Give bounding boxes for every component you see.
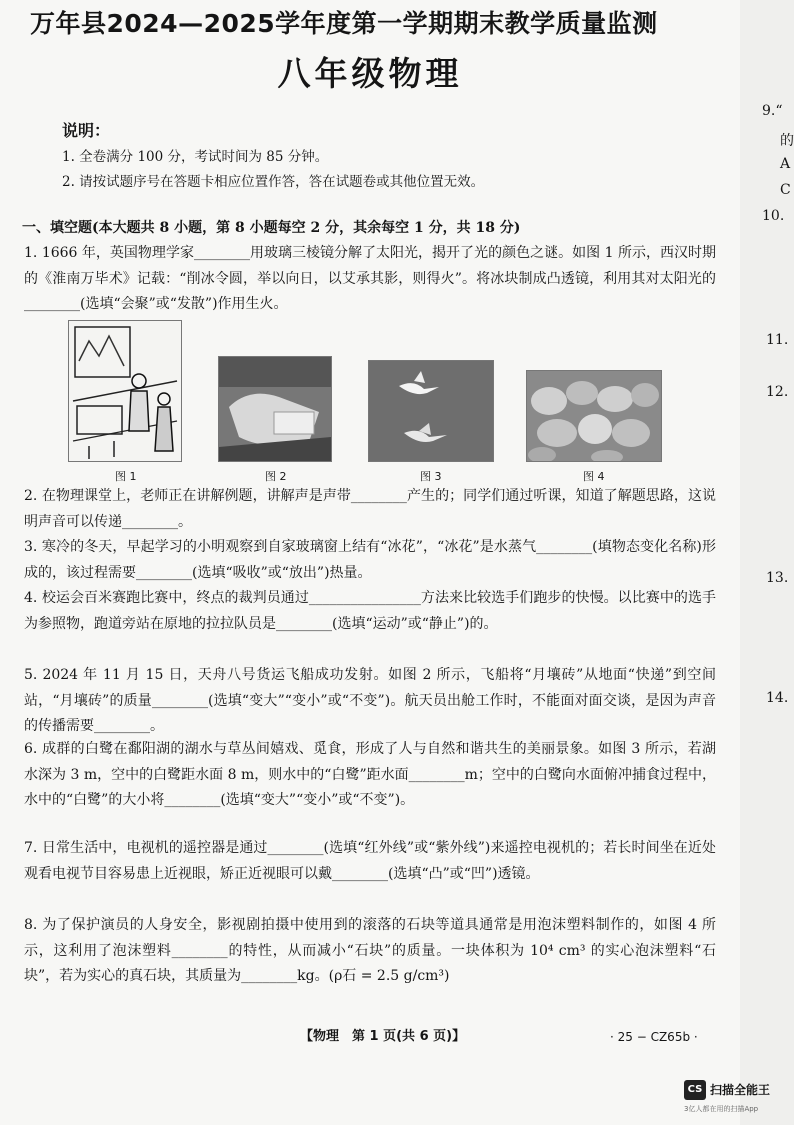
instructions-heading: 说明： — [62, 121, 111, 140]
question-5: 5. 2024 年 11 月 15 日，天舟八号货运飞船成功发射。如图 2 所示，飞船将“月壤砖”从地面“快递”到空间站，“月壤砖”的质量________(选填“变大”“变小”或“不变”)。航天员出舱工作时，不能面对面交谈，是因为声音的传播需要________。 — [24, 667, 716, 734]
camscanner-logo-icon: CS — [684, 1080, 706, 1100]
edge-fragment: 的 — [780, 133, 794, 149]
exam-code: · 25 − CZ65b · — [610, 1030, 698, 1044]
figure-1-caption: 图 1 — [115, 470, 137, 483]
figure-4-image — [526, 370, 662, 462]
next-page-edge — [740, 0, 794, 1125]
edge-fragment: 9.“ — [762, 103, 783, 119]
edge-fragment: 12. — [766, 384, 789, 400]
edge-fragment: A — [780, 156, 791, 172]
question-8: 8. 为了保护演员的人身安全，影视剧拍摄中使用到的滚落的石块等道具通常是用泡沫塑料制作的，如图 4 所示，这利用了泡沫塑料________的特性，从而减小“石块”的质量。一块体积为 10⁴ cm³ 的实心泡沫塑料“石块”，若为实心的真石块，其质量为________kg。(ρ石 = 2.5 g/cm³) — [24, 917, 716, 984]
question-6: 6. 成群的白鹭在鄱阳湖的湖水与草丛间嬉戏、觅食，形成了人与自然和谐共生的美丽景象。如图 3 所示，若湖水深为 3 m，空中的白鹭距水面 8 m，则水中的“白鹭”距水面________m；空中的白鹭向水面俯冲捕食过程中，水中的“白鹭”的大小将________(选填“变大”“变小”或“不变”)。 — [24, 741, 716, 808]
edge-fragment: 14. — [766, 690, 789, 706]
exam-title: 万年县2024—2025学年度第一学期期末教学质量监测 — [30, 9, 658, 38]
figure-3-caption: 图 3 — [420, 470, 442, 483]
question-3: 3. 寒冷的冬天，早起学习的小明观察到自家玻璃窗上结有“冰花”，“冰花”是水蒸气________(填物态变化名称)形成的，该过程需要________(选填“吸收”或“放出”)热量。 — [24, 539, 716, 581]
figure-1-image — [68, 320, 182, 462]
subject-title: 八年级物理 — [277, 54, 463, 93]
page-footer: 【物理 第 1 页(共 6 页)】 — [300, 1029, 466, 1044]
question-4: 4. 校运会百米赛跑比赛中，终点的裁判员通过________________方法来比较选手们跑步的快慢。以比赛中的选手为参照物，跑道旁站在原地的拉拉队员是________(选填“运动”或“静止”)的。 — [24, 590, 716, 632]
edge-fragment: 10. — [762, 208, 785, 224]
section-title: 一、填空题(本大题共 8 小题，第 8 小题每空 2 分，其余每空 1 分，共 18 分) — [22, 220, 521, 236]
figure-2-image — [218, 356, 332, 462]
question-2: 2. 在物理课堂上，老师正在讲解例题，讲解声是声带________产生的；同学们通过听课，知道了解题思路，这说明声音可以传递________。 — [24, 488, 716, 530]
edge-fragment: 13. — [766, 570, 789, 586]
figure-3-image — [368, 360, 494, 462]
question-1: 1. 1666 年，英国物理学家________用玻璃三棱镜分解了太阳光，揭开了光的颜色之谜。如图 1 所示，西汉时期的《淮南万毕术》记载：“削冰令圆，举以向日，以艾承其影，则得火”。将冰块制成凸透镜，利用其对太阳光的________(选填“会聚”或“发散”)作用生火。 — [24, 245, 716, 312]
figure-2-caption: 图 2 — [265, 470, 287, 483]
scanner-watermark — [684, 1078, 788, 1118]
question-7: 7. 日常生活中，电视机的遥控器是通过________(选填“红外线”或“紫外线”)来遥控电视机的；若长时间坐在近处观看电视节目容易患上近视眼，矫正近视眼可以戴________(选填“凸”或“凹”)透镜。 — [24, 840, 716, 882]
edge-fragment: 11. — [766, 332, 789, 348]
scanner-name: 扫描全能王 — [710, 1083, 771, 1097]
figure-4-caption: 图 4 — [583, 470, 605, 483]
scanner-slogan: 3亿人都在用的扫描App — [684, 1105, 759, 1113]
figure-row — [60, 318, 730, 488]
instruction-item: 1. 全卷满分 100 分，考试时间为 85 分钟。 — [62, 149, 329, 165]
instruction-item: 2. 请按试题序号在答题卡相应位置作答，答在试题卷或其他位置无效。 — [62, 174, 485, 190]
edge-fragment: C — [780, 182, 791, 198]
